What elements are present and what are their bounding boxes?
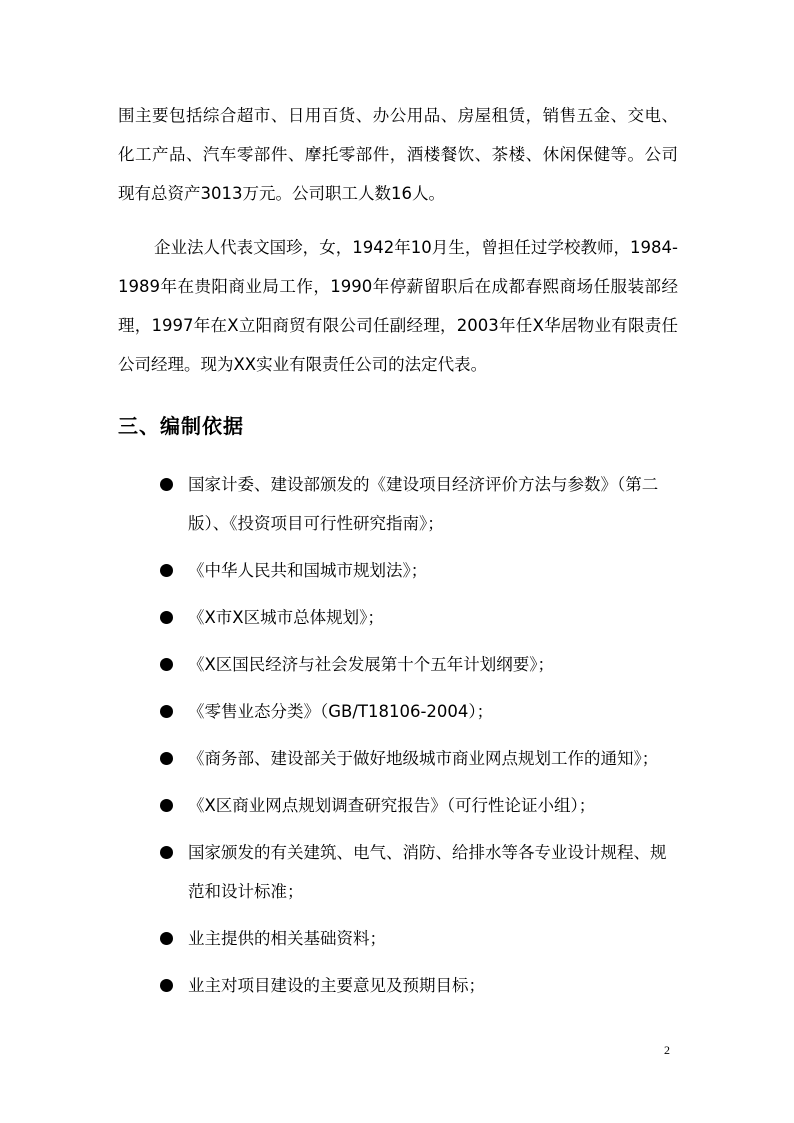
list-item — [160, 645, 680, 684]
list-item — [160, 739, 680, 778]
bullet-icon — [160, 564, 173, 577]
bullet-icon — [160, 799, 173, 812]
list-item — [160, 551, 680, 590]
bullet-icon — [160, 611, 173, 624]
list-item-text: 《X市X区城市总体规划》； — [188, 608, 384, 627]
list-item-text: 业主提供的相关基础资料； — [188, 929, 386, 948]
company-scope-paragraph: 围主要包括综合超市、日用百货、办公用品、房屋租赁，销售五金、交电、化工产品、汽车零部件、摩托零部件，酒楼餐饮、茶楼、休闲保健等。公司现有总资产3013万元。公司职工人数16人。 — [118, 106, 678, 203]
list-item-text: 《X区商业网点规划调查研究报告》（可行性论证小组）； — [188, 796, 596, 815]
list-item — [160, 833, 680, 911]
basis-list — [160, 465, 680, 1013]
list-item — [160, 598, 680, 637]
list-item — [160, 465, 680, 543]
list-item — [160, 966, 680, 1005]
list-item-text: 国家计委、建设部颁发的《建设项目经济评价方法与参数》（第二版）、《投资项目可行性研究指南》； — [188, 475, 659, 533]
bullet-icon — [160, 705, 173, 718]
list-item — [160, 786, 680, 825]
list-item-text: 国家颁发的有关建筑、电气、消防、给排水等各专业设计规程、规范和设计标准； — [188, 843, 667, 901]
bullet-icon — [160, 846, 173, 859]
bullet-icon — [160, 478, 173, 491]
list-item-text: 《中华人民共和国城市规划法》； — [188, 561, 428, 580]
section-heading: 三、编制依据 — [118, 414, 244, 438]
page-number: 2 — [664, 1043, 670, 1057]
bullet-icon — [160, 658, 173, 671]
bullet-icon — [160, 979, 173, 992]
list-item — [160, 692, 680, 731]
list-item-text: 《X区国民经济与社会发展第十个五年计划纲要》； — [188, 655, 555, 674]
list-item-text: 《商务部、建设部关于做好地级城市商业网点规划工作的通知》； — [188, 749, 659, 768]
list-item-text: 业主对项目建设的主要意见及预期目标； — [188, 976, 485, 995]
bullet-icon — [160, 752, 173, 765]
bullet-icon — [160, 932, 173, 945]
list-item — [160, 919, 680, 958]
legal-representative-paragraph: 企业法人代表文国珍，女，1942年10月生，曾担任过学校教师，1984-1989年在贵阳商业局工作，1990年停薪留职后在成都春熙商场任服装部经理，1997年在X立阳商贸有限公司任副经理，2003年任X华居物业有限责任公司经理。现为XX实业有限责任公司的法定代表。 — [118, 238, 678, 374]
list-item-text: 《零售业态分类》（GB/T18106-2004）； — [188, 702, 494, 721]
